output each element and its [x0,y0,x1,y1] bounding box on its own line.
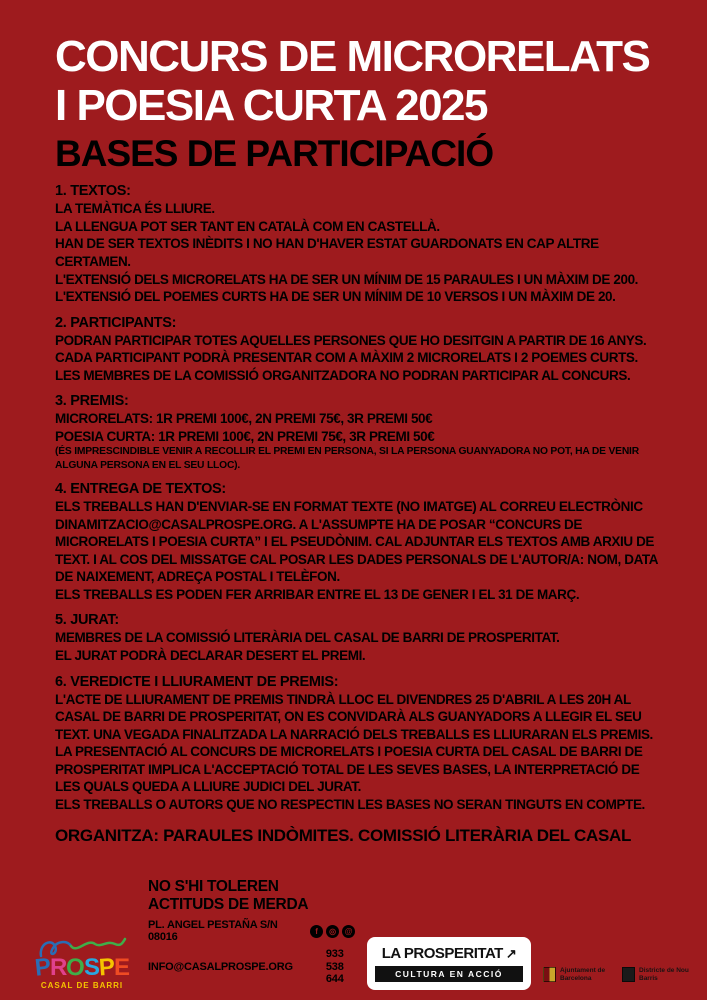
logo-letter: S [83,954,99,981]
section-textos [55,183,661,305]
prize-note: (ÉS IMPRESCINDIBLE VENIR A RECOLLIR EL PREMI EN PERSONA, SI LA PERSONA GUANYADORA NO POT, HA DE VENIR ALGUNA PERSONA EN EL SEU LLOC). [55,446,639,471]
logo-letter: O [65,953,86,982]
section-heading: 2. PARTICIPANTS: [55,314,177,331]
rule-line: EL JURAT PODRÀ DECLARAR DESERT EL PREMI. [55,647,366,663]
phone-text: 933 538 644 [325,948,344,986]
logo-letter: P [33,953,52,982]
social-icons [310,925,355,938]
rule-line: LA TEMÀTICA ÉS LLIURE. [55,201,215,217]
cultura-en-accio-bar: CULTURA EN ACCIÓ [375,966,523,982]
prosperitat-title-row [375,945,523,962]
instagram-icon: ◎ [326,925,339,938]
rule-line: LA LLENGUA POT SER TANT EN CATALÀ COM EN CASTELLÀ. [55,218,440,234]
rule-line: MEMBRES DE LA COMISSIÓ LITERÀRIA DEL CASAL DE BARRI DE PROSPERITAT. [55,630,560,646]
section-heading: 6. VEREDICTE I LLIURAMENT DE PREMIS: [55,673,339,690]
section-heading: 1. TEXTOS: [55,183,131,200]
rule-line: CADA PARTICIPANT PODRÀ PRESENTAR COM A MÀXIM 2 MICRORELATS I 2 POEMES CURTS. [55,350,638,366]
logo-letter: R [49,954,67,981]
institutional-logos [543,967,691,990]
rule-line: MICRORELATS: 1R PREMI 100€, 2N PREMI 75€, 3R PREMI 50€ [55,411,433,427]
section-jurat [55,612,661,664]
address-text: PL. ANGEL PESTAÑA S/N 08016 [148,918,278,944]
at-icon: @ [342,925,355,938]
facebook-icon: f [310,925,323,938]
rule-line: L'ACTE DE LLIURAMENT DE PREMIS TINDRÀ LLOC EL DIVENDRES 25 D'ABRIL A LES 20H AL CASAL DE BARRI DE PROSPERITAT, ON ES CONVIDARÀ ALS GUANYADORS A LLEGIR EL SEU TEXT. UNA VEGADA FINALITZADA LA NARRACIÓ DELS TREBALLS ES LLIURARAN ELS PREMIS. [55,691,653,742]
rule-line: LA PRESENTACIÓ AL CONCURS DE MICRORELATS I POESIA CURTA DEL CASAL DE BARRI DE PROSPERITAT IMPLICA L'ACCEPTACIÓ TOTAL DE LES SEVES BASES, LA INTERPRETACIÓ DE LES QUALS QUEDA A LLIURE JUDICI DEL JURAT. [55,744,643,795]
poster-footer [28,878,691,990]
poster-title [55,32,661,131]
ajuntament-barcelona-logo [543,967,612,982]
rule-line: ELS TREBALLS HAN D'ENVIAR-SE EN FORMAT TEXTE (NO IMATGE) AL CORREU ELECTRÒNIC DINAMITZACIO@CASALPROSPE.ORG. A L'ASSUMPTE HA DE POSAR “CONCURS DE MICRORELATS I POESIA CURTA” I EL PSEUDÒNIM. CAL ADJUNTAR ELS TEXTOS AMB ARXIU DE TEXT. I AL COS DEL MISSATGE CAL POSAR LES DADES PERSONALS DE L'AUTOR/A: NOM, DATA DE NAIXEMENT, ADREÇA POSTAL I TELÈFON. [55,499,658,585]
la-prosperitat-badge [367,937,531,990]
section-heading: 3. PREMIS: [55,393,129,410]
rule-line: ELS TREBALLS ES PODEN FER ARRIBAR ENTRE EL 13 DE GENER I EL 31 DE MARÇ. [55,586,580,602]
section-heading: 4. ENTREGA DE TEXTOS: [55,481,226,498]
rule-line: L'EXTENSIÓ DELS MICRORELATS HA DE SER UN MÍNIM DE 15 PARAULES I UN MÀXIM DE 200. [55,271,639,287]
section-veredicte [55,674,661,814]
districte-nou-barris-logo [622,967,691,982]
logo-letter: E [114,954,130,981]
footer-slogan: NO S'HI TOLEREN ACTITUDS DE MERDA [148,878,309,913]
casal-prospe-logo [28,934,136,990]
rule-line: ELS TREBALLS O AUTORS QUE NO RESPECTIN LES BASES NO SERAN TINGUTS EN COMPTE. [55,796,645,812]
logo-letter: P [98,953,115,982]
title-line-2: I POESIA CURTA 2025 [55,81,487,131]
rule-line: LES MEMBRES DE LA COMISSIÓ ORGANITZADORA NO PODRAN PARTICIPAR AL CONCURS. [55,367,631,383]
footer-contact-block [148,878,355,990]
rule-line: POESIA CURTA: 1R PREMI 100€, 2N PREMI 75€, 3R PREMI 50€ [55,428,435,444]
section-participants [55,315,661,385]
rule-line: HAN DE SER TEXTOS INÈDITS I NO HAN D'HAVER ESTAT GUARDONATS EN CAP ALTRE CERTAMEN. [55,236,599,270]
organizer-line: ORGANITZA: PARAULES INDÒMITES. COMISSIÓ LITERÀRIA DEL CASAL [55,826,632,846]
rule-line: L'EXTENSIÓ DEL POEMES CURTS HA DE SER UN MÍNIM DE 10 VERSOS I UN MÀXIM DE 20. [55,289,616,305]
logo-wordmark [28,953,136,982]
nou-barris-mark-icon [622,967,635,982]
prosperitat-text: LA PROSPERITAT [381,945,503,962]
districte-label: Districte de Nou Barris [639,967,689,982]
title-line-1: CONCURS DE MICRORELATS [55,32,650,81]
flag-arrow-icon: ↗ [505,945,517,961]
email-text: INFO@CASALPROSPE.ORG [148,960,293,973]
section-heading: 5. JURAT: [55,612,119,629]
section-premis [55,393,661,472]
rule-line: PODRAN PARTICIPAR TOTES AQUELLES PERSONES QUE HO DESITGIN A PARTIR DE 16 ANYS. [55,332,647,348]
poster-subtitle: BASES DE PARTICIPACIÓ [55,132,494,174]
email-phone-row [148,948,355,986]
section-entrega [55,481,661,603]
logo-subtitle: CASAL DE BARRI [40,981,124,990]
barcelona-crest-icon [543,967,556,982]
ajuntament-label: Ajuntament de Barcelona [560,967,606,982]
address-row [148,919,355,944]
